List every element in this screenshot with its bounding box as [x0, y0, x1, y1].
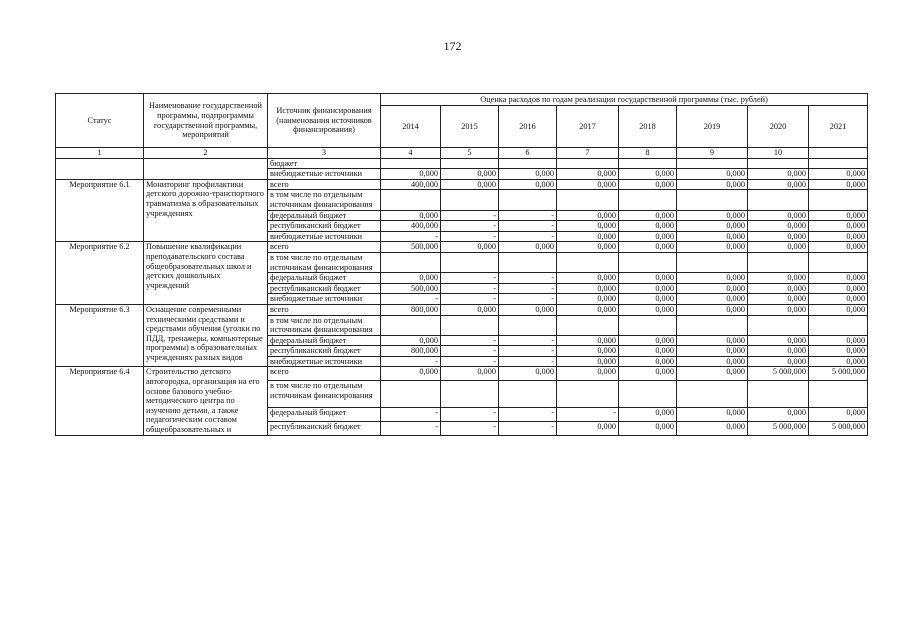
value-cell: 0,000 — [748, 179, 809, 190]
value-cell: 0,000 — [748, 335, 809, 346]
value-cell: 0,000 — [381, 169, 441, 180]
value-cell: 0,000 — [619, 179, 677, 190]
value-cell: 5 000,000 — [809, 421, 868, 435]
value-cell: 0,000 — [677, 367, 748, 381]
value-cell: - — [499, 421, 557, 435]
value-cell: 0,000 — [677, 407, 748, 421]
header-year: 2021 — [809, 106, 868, 148]
value-cell — [441, 190, 499, 210]
status-cell: Мероприятие 6.4 — [56, 367, 144, 435]
source-cell: федеральный бюджет — [268, 273, 381, 284]
column-index: 1 — [56, 148, 144, 159]
value-cell: 0,000 — [677, 346, 748, 357]
column-index: 10 — [748, 148, 809, 159]
value-cell — [809, 252, 868, 272]
source-cell: в том числе по отдельным источникам финансирования — [268, 315, 381, 335]
column-index: 8 — [619, 148, 677, 159]
value-cell: 0,000 — [809, 346, 868, 357]
value-cell — [677, 315, 748, 335]
value-cell: 0,000 — [677, 356, 748, 367]
value-cell: - — [499, 294, 557, 305]
value-cell: - — [441, 407, 499, 421]
value-cell: 0,000 — [557, 221, 619, 232]
value-cell: 0,000 — [557, 283, 619, 294]
name-cell: Оснащение современными техническими средствами и средствами обучения (уголки по ПДД, тренажеры, компьютерные программы) в образовательных учреждениях разных видов — [144, 304, 268, 367]
value-cell — [557, 252, 619, 272]
value-cell — [748, 315, 809, 335]
value-cell: 0,000 — [381, 335, 441, 346]
name-cell: Повышение квалификации преподавательского состава общеобразовательных школ и детских дошкольных учреждений — [144, 242, 268, 305]
value-cell — [557, 190, 619, 210]
value-cell: 0,000 — [677, 242, 748, 253]
value-cell: - — [441, 283, 499, 294]
value-cell: 0,000 — [557, 367, 619, 381]
value-cell: 0,000 — [677, 210, 748, 221]
value-cell: 0,000 — [748, 407, 809, 421]
value-cell: 0,000 — [748, 356, 809, 367]
value-cell — [381, 315, 441, 335]
value-cell: - — [381, 407, 441, 421]
value-cell: 0,000 — [748, 210, 809, 221]
source-cell: всего — [268, 304, 381, 315]
column-index: 6 — [499, 148, 557, 159]
value-cell — [748, 190, 809, 210]
value-cell: 0,000 — [809, 356, 868, 367]
value-cell — [499, 381, 557, 407]
value-cell: - — [499, 210, 557, 221]
value-cell — [499, 252, 557, 272]
value-cell: 0,000 — [557, 304, 619, 315]
value-cell — [748, 158, 809, 169]
value-cell: - — [381, 421, 441, 435]
value-cell: 0,000 — [557, 356, 619, 367]
value-cell: - — [441, 346, 499, 357]
source-cell: республиканский бюджет — [268, 421, 381, 435]
value-cell: - — [441, 273, 499, 284]
value-cell — [381, 381, 441, 407]
table-row — [56, 158, 868, 169]
value-cell: 0,000 — [619, 356, 677, 367]
value-cell: 0,000 — [619, 169, 677, 180]
value-cell: 0,000 — [619, 304, 677, 315]
value-cell: 0,000 — [619, 367, 677, 381]
budget-table — [55, 93, 868, 436]
source-cell: республиканский бюджет — [268, 346, 381, 357]
value-cell — [748, 381, 809, 407]
value-cell: 0,000 — [619, 294, 677, 305]
value-cell: 0,000 — [619, 210, 677, 221]
value-cell: - — [441, 210, 499, 221]
value-cell: 800,000 — [381, 304, 441, 315]
value-cell — [809, 158, 868, 169]
source-cell: бюджет — [268, 158, 381, 169]
value-cell: - — [499, 346, 557, 357]
header-status: Статус — [56, 94, 144, 148]
source-cell: всего — [268, 242, 381, 253]
source-cell: внебюджетные источники — [268, 294, 381, 305]
value-cell: 0,000 — [619, 273, 677, 284]
value-cell: 0,000 — [441, 367, 499, 381]
source-cell: федеральный бюджет — [268, 335, 381, 346]
column-index: 9 — [677, 148, 748, 159]
value-cell: - — [381, 294, 441, 305]
value-cell: 0,000 — [677, 169, 748, 180]
source-cell: всего — [268, 179, 381, 190]
value-cell: 0,000 — [677, 335, 748, 346]
header-year: 2015 — [441, 106, 499, 148]
value-cell: 0,000 — [677, 221, 748, 232]
value-cell: 0,000 — [619, 421, 677, 435]
value-cell: 0,000 — [619, 346, 677, 357]
value-cell — [441, 252, 499, 272]
value-cell: 0,000 — [557, 421, 619, 435]
value-cell: 0,000 — [809, 407, 868, 421]
value-cell — [381, 190, 441, 210]
value-cell: 400,000 — [381, 221, 441, 232]
value-cell: - — [499, 335, 557, 346]
value-cell: 0,000 — [441, 304, 499, 315]
value-cell: 5 000,000 — [748, 421, 809, 435]
value-cell: - — [499, 221, 557, 232]
value-cell: 500,000 — [381, 242, 441, 253]
header-year: 2016 — [499, 106, 557, 148]
value-cell — [381, 158, 441, 169]
source-cell: внебюджетные источники — [268, 356, 381, 367]
value-cell: 0,000 — [619, 242, 677, 253]
table-body — [56, 158, 868, 435]
value-cell: 0,000 — [677, 231, 748, 242]
value-cell: 0,000 — [809, 304, 868, 315]
value-cell: - — [499, 356, 557, 367]
value-cell — [499, 190, 557, 210]
value-cell — [619, 381, 677, 407]
value-cell: 500,000 — [381, 283, 441, 294]
value-cell: 0,000 — [809, 283, 868, 294]
table-row — [56, 242, 868, 253]
source-cell: республиканский бюджет — [268, 283, 381, 294]
page-number: 172 — [443, 39, 462, 53]
value-cell — [619, 190, 677, 210]
value-cell: 0,000 — [557, 169, 619, 180]
value-cell: 0,000 — [748, 273, 809, 284]
column-index — [809, 148, 868, 159]
value-cell: 0,000 — [557, 231, 619, 242]
status-cell: Мероприятие 6.3 — [56, 304, 144, 367]
source-cell: в том числе по отдельным источникам финансирования — [268, 252, 381, 272]
value-cell: 0,000 — [748, 304, 809, 315]
value-cell: 0,000 — [748, 231, 809, 242]
name-cell: Мониторинг профилактики детского дорожно-транспортного травматизма в образовательных учреждениях — [144, 179, 268, 242]
value-cell — [499, 158, 557, 169]
value-cell: 0,000 — [441, 169, 499, 180]
value-cell: 0,000 — [499, 179, 557, 190]
status-cell: Мероприятие 6.2 — [56, 242, 144, 305]
value-cell — [557, 315, 619, 335]
value-cell: - — [499, 407, 557, 421]
value-cell: 0,000 — [809, 335, 868, 346]
value-cell: 0,000 — [619, 335, 677, 346]
value-cell: - — [499, 283, 557, 294]
value-cell: 800,000 — [381, 346, 441, 357]
value-cell — [677, 190, 748, 210]
value-cell — [619, 252, 677, 272]
value-cell: 0,000 — [809, 210, 868, 221]
value-cell: 0,000 — [809, 221, 868, 232]
value-cell: 0,000 — [619, 283, 677, 294]
value-cell: - — [441, 221, 499, 232]
table-row — [56, 179, 868, 190]
header-year: 2020 — [748, 106, 809, 148]
value-cell: 0,000 — [748, 346, 809, 357]
source-cell: федеральный бюджет — [268, 407, 381, 421]
value-cell: 0,000 — [809, 273, 868, 284]
table-row — [56, 367, 868, 381]
name-cell: Строительство детского автогородка, организация на его основе базового учебно-методического центра по изучению детьми, а также педагогическим составом общеобразовательных и — [144, 367, 268, 435]
value-cell: - — [557, 407, 619, 421]
value-cell: 5 000,000 — [809, 367, 868, 381]
value-cell: 0,000 — [499, 242, 557, 253]
value-cell: 0,000 — [441, 179, 499, 190]
value-cell: 0,000 — [557, 294, 619, 305]
value-cell: 0,000 — [677, 294, 748, 305]
value-cell — [748, 252, 809, 272]
value-cell: 0,000 — [557, 242, 619, 253]
value-cell — [441, 158, 499, 169]
name-cell — [144, 158, 268, 179]
value-cell: 0,000 — [748, 294, 809, 305]
value-cell: 0,000 — [748, 221, 809, 232]
source-cell: республиканский бюджет — [268, 221, 381, 232]
value-cell: - — [381, 231, 441, 242]
value-cell — [619, 158, 677, 169]
value-cell — [809, 190, 868, 210]
value-cell: 0,000 — [619, 407, 677, 421]
value-cell: - — [441, 356, 499, 367]
source-cell: внебюджетные источники — [268, 231, 381, 242]
value-cell: 0,000 — [557, 210, 619, 221]
value-cell — [441, 381, 499, 407]
header-year: 2017 — [557, 106, 619, 148]
column-index: 5 — [441, 148, 499, 159]
value-cell: 0,000 — [557, 335, 619, 346]
value-cell: 0,000 — [748, 169, 809, 180]
source-cell: всего — [268, 367, 381, 381]
status-cell: Мероприятие 6.1 — [56, 179, 144, 242]
value-cell — [677, 158, 748, 169]
value-cell: 0,000 — [499, 367, 557, 381]
value-cell: 0,000 — [557, 273, 619, 284]
status-cell — [56, 158, 144, 179]
value-cell: 0,000 — [809, 242, 868, 253]
value-cell: - — [499, 231, 557, 242]
header-estimate: Оценка расходов по годам реализации государственной программы (тыс. рублей) — [381, 94, 868, 106]
value-cell: - — [441, 335, 499, 346]
value-cell: 0,000 — [677, 273, 748, 284]
value-cell: - — [499, 273, 557, 284]
value-cell: 5 000,000 — [748, 367, 809, 381]
value-cell — [557, 158, 619, 169]
value-cell: 0,000 — [677, 421, 748, 435]
value-cell: 0,000 — [441, 242, 499, 253]
value-cell: 0,000 — [381, 210, 441, 221]
value-cell — [677, 381, 748, 407]
value-cell: 0,000 — [381, 273, 441, 284]
value-cell — [677, 252, 748, 272]
value-cell: 400,000 — [381, 179, 441, 190]
source-cell: в том числе по отдельным источникам финансирования — [268, 381, 381, 407]
value-cell: - — [441, 294, 499, 305]
value-cell — [499, 315, 557, 335]
value-cell: 0,000 — [809, 294, 868, 305]
value-cell: - — [441, 231, 499, 242]
value-cell — [809, 315, 868, 335]
header-year: 2019 — [677, 106, 748, 148]
value-cell: 0,000 — [809, 231, 868, 242]
value-cell: 0,000 — [381, 367, 441, 381]
value-cell: 0,000 — [677, 304, 748, 315]
value-cell: 0,000 — [748, 283, 809, 294]
value-cell: 0,000 — [748, 242, 809, 253]
value-cell: 0,000 — [499, 304, 557, 315]
value-cell: 0,000 — [677, 179, 748, 190]
header-year: 2018 — [619, 106, 677, 148]
value-cell: 0,000 — [619, 231, 677, 242]
source-cell: в том числе по отдельным источникам финансирования — [268, 190, 381, 210]
column-index: 2 — [144, 148, 268, 159]
source-cell: федеральный бюджет — [268, 210, 381, 221]
value-cell: 0,000 — [557, 179, 619, 190]
value-cell: 0,000 — [809, 169, 868, 180]
value-cell: 0,000 — [809, 179, 868, 190]
header-source: Источник финансирования (наименования источников финансирования) — [268, 94, 381, 148]
value-cell: 0,000 — [677, 283, 748, 294]
value-cell: - — [441, 421, 499, 435]
source-cell: внебюджетные источники — [268, 169, 381, 180]
column-index: 3 — [268, 148, 381, 159]
value-cell — [809, 381, 868, 407]
header-year: 2014 — [381, 106, 441, 148]
value-cell: 0,000 — [619, 221, 677, 232]
value-cell: 0,000 — [557, 346, 619, 357]
value-cell — [441, 315, 499, 335]
value-cell: 0,000 — [499, 169, 557, 180]
column-index: 7 — [557, 148, 619, 159]
value-cell — [381, 252, 441, 272]
column-index: 4 — [381, 148, 441, 159]
value-cell — [619, 315, 677, 335]
value-cell: - — [381, 356, 441, 367]
table-row — [56, 304, 868, 315]
header-name: Наименование государственной программы, подпрограммы государственной программы, мероприятий — [144, 94, 268, 148]
value-cell — [557, 381, 619, 407]
